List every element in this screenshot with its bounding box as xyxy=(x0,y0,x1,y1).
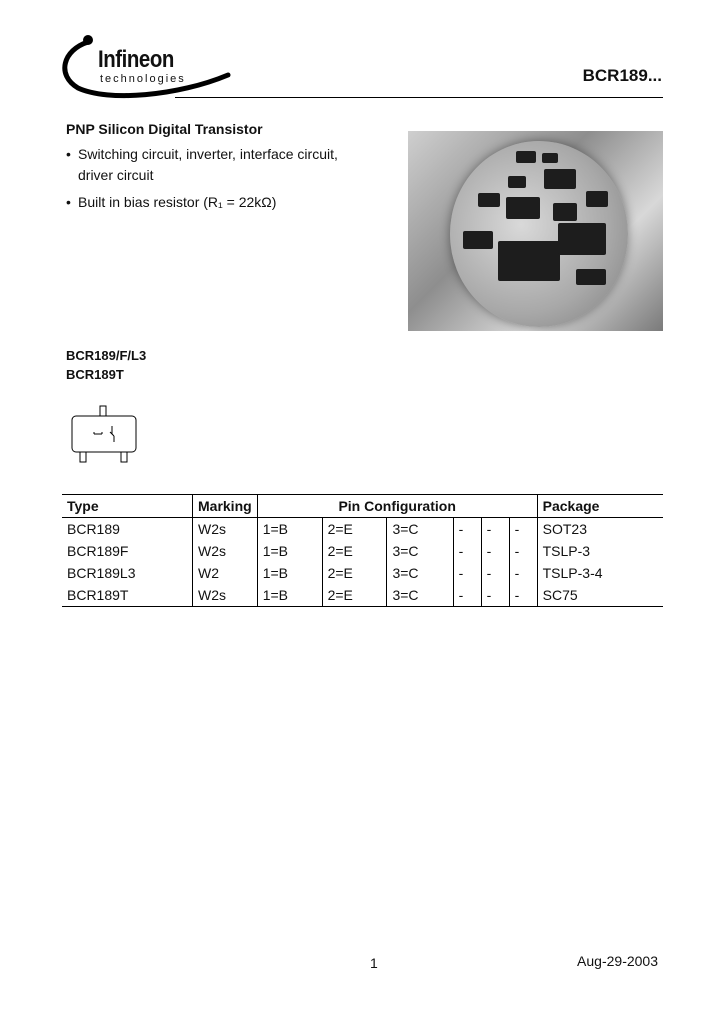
variant-name: BCR189/F/L3 xyxy=(66,348,147,363)
feature-list xyxy=(66,144,338,219)
infineon-logo xyxy=(58,30,248,100)
pin-configuration-table xyxy=(62,494,663,607)
variant-name: BCR189T xyxy=(66,367,124,382)
col-package: Package xyxy=(537,495,663,518)
variant-list xyxy=(66,346,146,384)
col-pin-config: Pin Configuration xyxy=(257,495,537,518)
col-type: Type xyxy=(62,495,193,518)
logo-subtitle: technologies xyxy=(100,73,186,85)
page-number: 1 xyxy=(370,955,378,971)
feature-item: • Built in bias resistor (R₁ = 22kΩ) xyxy=(66,194,277,210)
feature-item: • Switching circuit, inverter, interface circuit, driver circuit xyxy=(66,146,338,183)
table-row: BCR189T W2s 1=B 2=E 3=C - - - SC75 xyxy=(62,584,663,607)
table-row: BCR189F W2s 1=B 2=E 3=C - - - TSLP-3 xyxy=(62,540,663,562)
table-row: BCR189 W2s 1=B 2=E 3=C - - - SOT23 xyxy=(62,518,663,541)
document-date: Aug-29-2003 xyxy=(577,953,658,969)
product-photo xyxy=(408,131,663,331)
document-id: BCR189... xyxy=(582,66,662,85)
product-title: PNP Silicon Digital Transistor xyxy=(66,121,263,137)
header-divider xyxy=(175,97,663,98)
package-outline-diagram xyxy=(70,400,140,470)
col-marking: Marking xyxy=(193,495,258,518)
table-header-row xyxy=(62,495,663,518)
table-row: BCR189L3 W2 1=B 2=E 3=C - - - TSLP-3-4 xyxy=(62,562,663,584)
logo-name: Infineon xyxy=(98,46,174,73)
